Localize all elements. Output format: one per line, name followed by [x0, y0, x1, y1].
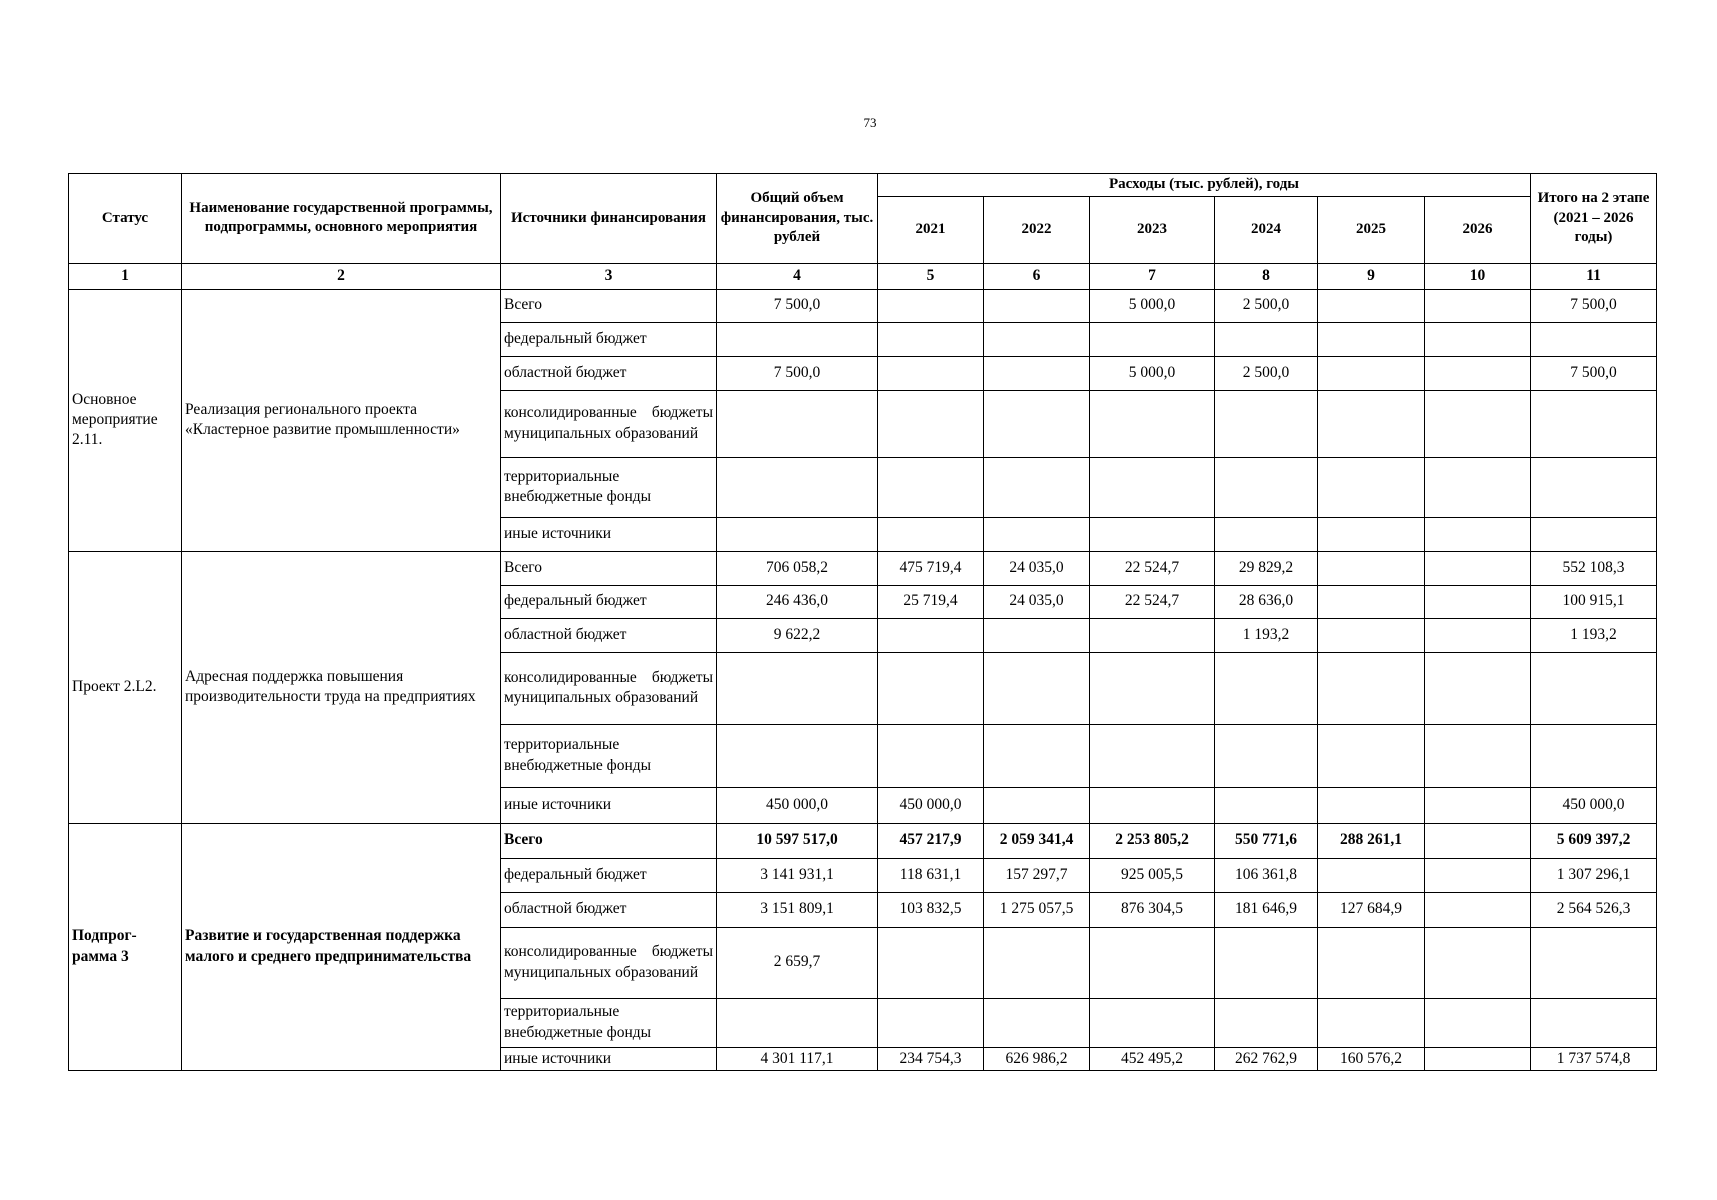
year-value-2025 — [1318, 585, 1425, 618]
total-volume-value: 4 301 117,1 — [717, 1047, 878, 1070]
row-status: Проект 2.L2. — [69, 551, 182, 823]
year-value-2022 — [984, 517, 1090, 551]
header-expenses: Расходы (тыс. рублей), годы — [878, 174, 1531, 197]
column-number: 1 — [69, 263, 182, 289]
row-measure-name: Реализация регионального проекта «Кластерное развитие промышленности» — [182, 289, 501, 551]
year-value-2021: 234 754,3 — [878, 1047, 984, 1070]
year-value-2026 — [1425, 823, 1531, 858]
total-volume-value: 706 058,2 — [717, 551, 878, 585]
year-value-2023 — [1090, 724, 1215, 787]
year-value-2021 — [878, 618, 984, 652]
year-value-2025 — [1318, 652, 1425, 724]
total-volume-value: 246 436,0 — [717, 585, 878, 618]
year-value-2023: 452 495,2 — [1090, 1047, 1215, 1070]
year-value-2025 — [1318, 457, 1425, 517]
stage-total-value — [1531, 652, 1657, 724]
table-row — [69, 823, 1657, 858]
year-value-2024 — [1215, 652, 1318, 724]
year-value-2021 — [878, 390, 984, 457]
year-value-2025 — [1318, 390, 1425, 457]
funding-source: федеральный бюджет — [501, 585, 717, 618]
year-value-2024: 29 829,2 — [1215, 551, 1318, 585]
header-stage-total: Итого на 2 этапе (2021 – 2026 годы) — [1531, 174, 1657, 264]
year-value-2024 — [1215, 724, 1318, 787]
column-number: 4 — [717, 263, 878, 289]
total-volume-value — [717, 457, 878, 517]
column-number: 6 — [984, 263, 1090, 289]
year-value-2023 — [1090, 618, 1215, 652]
year-value-2025: 127 684,9 — [1318, 892, 1425, 927]
table-header — [69, 174, 1657, 290]
total-volume-value: 3 151 809,1 — [717, 892, 878, 927]
header-year-2026: 2026 — [1425, 196, 1531, 263]
year-value-2021 — [878, 356, 984, 390]
stage-total-value — [1531, 724, 1657, 787]
year-value-2025 — [1318, 289, 1425, 322]
year-value-2022: 2 059 341,4 — [984, 823, 1090, 858]
year-value-2021 — [878, 289, 984, 322]
total-volume-value: 9 622,2 — [717, 618, 878, 652]
year-value-2025 — [1318, 356, 1425, 390]
column-number: 5 — [878, 263, 984, 289]
year-value-2021 — [878, 998, 984, 1047]
funding-source: Всего — [501, 289, 717, 322]
total-volume-value — [717, 322, 878, 356]
total-volume-value — [717, 724, 878, 787]
year-value-2023 — [1090, 652, 1215, 724]
year-value-2025 — [1318, 724, 1425, 787]
year-value-2021: 475 719,4 — [878, 551, 984, 585]
year-value-2021 — [878, 724, 984, 787]
year-value-2022 — [984, 356, 1090, 390]
year-value-2023: 5 000,0 — [1090, 289, 1215, 322]
year-value-2026 — [1425, 1047, 1531, 1070]
year-value-2024 — [1215, 457, 1318, 517]
funding-source: областной бюджет — [501, 356, 717, 390]
year-value-2024 — [1215, 517, 1318, 551]
year-value-2022: 626 986,2 — [984, 1047, 1090, 1070]
year-value-2022 — [984, 457, 1090, 517]
year-value-2026 — [1425, 652, 1531, 724]
year-value-2026 — [1425, 998, 1531, 1047]
total-volume-value — [717, 652, 878, 724]
year-value-2025 — [1318, 927, 1425, 998]
stage-total-value: 7 500,0 — [1531, 289, 1657, 322]
year-value-2022: 24 035,0 — [984, 551, 1090, 585]
header-sources: Источники финансирования — [501, 174, 717, 264]
year-value-2026 — [1425, 585, 1531, 618]
year-value-2026 — [1425, 457, 1531, 517]
year-value-2023 — [1090, 390, 1215, 457]
column-number: 11 — [1531, 263, 1657, 289]
year-value-2024: 262 762,9 — [1215, 1047, 1318, 1070]
year-value-2021 — [878, 322, 984, 356]
stage-total-value — [1531, 998, 1657, 1047]
year-value-2023 — [1090, 517, 1215, 551]
funding-source: Всего — [501, 551, 717, 585]
total-volume-value: 7 500,0 — [717, 289, 878, 322]
year-value-2026 — [1425, 618, 1531, 652]
page-number: 73 — [863, 115, 877, 130]
year-value-2025 — [1318, 998, 1425, 1047]
year-value-2023: 2 253 805,2 — [1090, 823, 1215, 858]
column-number-row — [69, 263, 1657, 289]
year-value-2022: 24 035,0 — [984, 585, 1090, 618]
year-value-2023 — [1090, 457, 1215, 517]
year-value-2022 — [984, 618, 1090, 652]
year-value-2024 — [1215, 322, 1318, 356]
year-value-2026 — [1425, 356, 1531, 390]
funding-source: иные источники — [501, 1047, 717, 1070]
year-value-2022 — [984, 322, 1090, 356]
stage-total-value: 2 564 526,3 — [1531, 892, 1657, 927]
year-value-2023 — [1090, 322, 1215, 356]
stage-total-value — [1531, 517, 1657, 551]
year-value-2025 — [1318, 787, 1425, 823]
year-value-2025 — [1318, 322, 1425, 356]
year-value-2026 — [1425, 858, 1531, 892]
total-volume-value: 10 597 517,0 — [717, 823, 878, 858]
total-volume-value: 7 500,0 — [717, 356, 878, 390]
year-value-2022 — [984, 390, 1090, 457]
header-total-volume: Общий объем финансирования, тыс. рублей — [717, 174, 878, 264]
year-value-2024 — [1215, 787, 1318, 823]
table-body — [69, 289, 1657, 1070]
header-name: Наименование государственной программы, подпрограммы, основного мероприятия — [182, 174, 501, 264]
year-value-2024: 106 361,8 — [1215, 858, 1318, 892]
stage-total-value: 1 193,2 — [1531, 618, 1657, 652]
stage-total-value — [1531, 390, 1657, 457]
year-value-2025 — [1318, 551, 1425, 585]
stage-total-value: 1 307 296,1 — [1531, 858, 1657, 892]
header-year-2025: 2025 — [1318, 196, 1425, 263]
year-value-2024 — [1215, 390, 1318, 457]
stage-total-value — [1531, 927, 1657, 998]
year-value-2022 — [984, 998, 1090, 1047]
year-value-2021: 118 631,1 — [878, 858, 984, 892]
column-number: 2 — [182, 263, 501, 289]
stage-total-value: 450 000,0 — [1531, 787, 1657, 823]
table-row — [69, 289, 1657, 322]
funding-source: консолидированные бюджеты муниципальных образований — [501, 652, 717, 724]
year-value-2023: 22 524,7 — [1090, 585, 1215, 618]
year-value-2022 — [984, 289, 1090, 322]
year-value-2025 — [1318, 618, 1425, 652]
column-number: 8 — [1215, 263, 1318, 289]
row-status: Подпрог-рамма 3 — [69, 823, 182, 1070]
year-value-2024: 28 636,0 — [1215, 585, 1318, 618]
year-value-2024: 550 771,6 — [1215, 823, 1318, 858]
year-value-2024 — [1215, 998, 1318, 1047]
row-measure-name: Адресная поддержка повышения производительности труда на предприятиях — [182, 551, 501, 823]
year-value-2021 — [878, 652, 984, 724]
year-value-2026 — [1425, 724, 1531, 787]
year-value-2025 — [1318, 517, 1425, 551]
year-value-2026 — [1425, 551, 1531, 585]
table-row — [69, 551, 1657, 585]
year-value-2023 — [1090, 927, 1215, 998]
year-value-2023: 876 304,5 — [1090, 892, 1215, 927]
header-status: Статус — [69, 174, 182, 264]
year-value-2024 — [1215, 927, 1318, 998]
year-value-2024: 181 646,9 — [1215, 892, 1318, 927]
year-value-2023: 5 000,0 — [1090, 356, 1215, 390]
stage-total-value: 7 500,0 — [1531, 356, 1657, 390]
year-value-2026 — [1425, 322, 1531, 356]
year-value-2021: 450 000,0 — [878, 787, 984, 823]
funding-source: иные источники — [501, 517, 717, 551]
year-value-2023 — [1090, 787, 1215, 823]
column-number: 3 — [501, 263, 717, 289]
funding-source: территориальные внебюджетные фонды — [501, 998, 717, 1047]
column-number: 7 — [1090, 263, 1215, 289]
year-value-2021: 103 832,5 — [878, 892, 984, 927]
year-value-2025: 288 261,1 — [1318, 823, 1425, 858]
year-value-2022 — [984, 724, 1090, 787]
year-value-2023: 22 524,7 — [1090, 551, 1215, 585]
year-value-2021: 25 719,4 — [878, 585, 984, 618]
stage-total-value: 1 737 574,8 — [1531, 1047, 1657, 1070]
funding-source: областной бюджет — [501, 892, 717, 927]
funding-source: областной бюджет — [501, 618, 717, 652]
year-value-2024: 2 500,0 — [1215, 356, 1318, 390]
year-value-2021 — [878, 927, 984, 998]
header-year-2024: 2024 — [1215, 196, 1318, 263]
year-value-2023: 925 005,5 — [1090, 858, 1215, 892]
funding-source: федеральный бюджет — [501, 322, 717, 356]
year-value-2021: 457 217,9 — [878, 823, 984, 858]
year-value-2026 — [1425, 390, 1531, 457]
year-value-2022 — [984, 927, 1090, 998]
year-value-2026 — [1425, 289, 1531, 322]
row-status: Основное мероприятие 2.11. — [69, 289, 182, 551]
column-number: 9 — [1318, 263, 1425, 289]
year-value-2024: 2 500,0 — [1215, 289, 1318, 322]
year-value-2026 — [1425, 787, 1531, 823]
funding-source: Всего — [501, 823, 717, 858]
funding-source: федеральный бюджет — [501, 858, 717, 892]
year-value-2021 — [878, 517, 984, 551]
total-volume-value: 2 659,7 — [717, 927, 878, 998]
year-value-2022: 157 297,7 — [984, 858, 1090, 892]
stage-total-value: 5 609 397,2 — [1531, 823, 1657, 858]
stage-total-value: 552 108,3 — [1531, 551, 1657, 585]
year-value-2022 — [984, 787, 1090, 823]
total-volume-value — [717, 998, 878, 1047]
year-value-2023 — [1090, 998, 1215, 1047]
financing-table — [68, 173, 1657, 1071]
year-value-2025 — [1318, 858, 1425, 892]
stage-total-value — [1531, 457, 1657, 517]
year-value-2021 — [878, 457, 984, 517]
header-year-2021: 2021 — [878, 196, 984, 263]
column-number: 10 — [1425, 263, 1531, 289]
funding-source: иные источники — [501, 787, 717, 823]
header-year-2022: 2022 — [984, 196, 1090, 263]
year-value-2022: 1 275 057,5 — [984, 892, 1090, 927]
row-measure-name: Развитие и государственная поддержка малого и среднего предпринимательства — [182, 823, 501, 1070]
total-volume-value — [717, 390, 878, 457]
total-volume-value: 3 141 931,1 — [717, 858, 878, 892]
year-value-2025: 160 576,2 — [1318, 1047, 1425, 1070]
year-value-2026 — [1425, 892, 1531, 927]
year-value-2024: 1 193,2 — [1215, 618, 1318, 652]
year-value-2026 — [1425, 927, 1531, 998]
header-year-2023: 2023 — [1090, 196, 1215, 263]
stage-total-value — [1531, 322, 1657, 356]
funding-source: территориальные внебюджетные фонды — [501, 724, 717, 787]
year-value-2022 — [984, 652, 1090, 724]
funding-source: консолидированные бюджеты муниципальных образований — [501, 927, 717, 998]
year-value-2026 — [1425, 517, 1531, 551]
funding-source: консолидированные бюджеты муниципальных образований — [501, 390, 717, 457]
funding-source: территориальные внебюджетные фонды — [501, 457, 717, 517]
total-volume-value: 450 000,0 — [717, 787, 878, 823]
stage-total-value: 100 915,1 — [1531, 585, 1657, 618]
total-volume-value — [717, 517, 878, 551]
